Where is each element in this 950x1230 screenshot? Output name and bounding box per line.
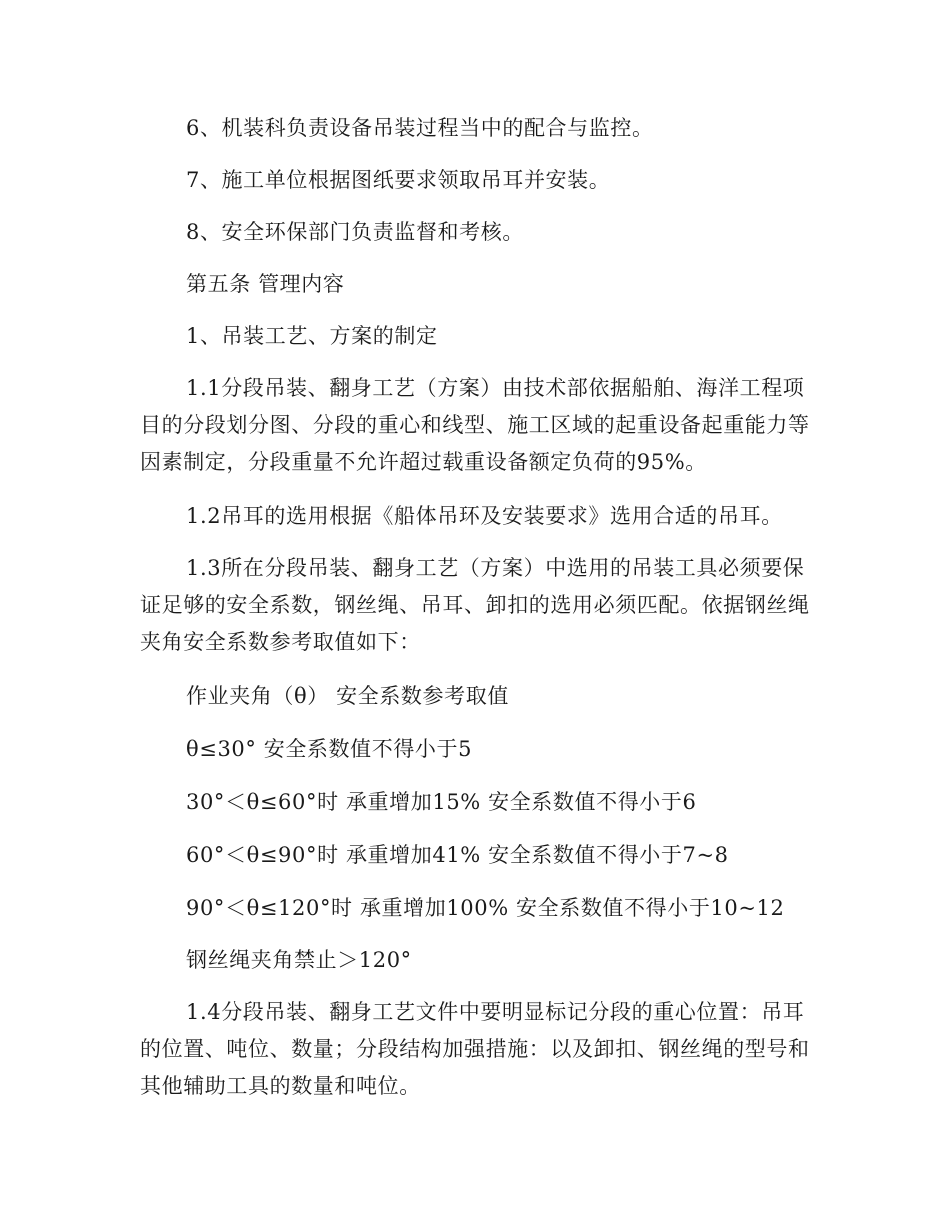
angle-row-3: 60°＜θ≤90°时 承重增加41% 安全系数值不得小于7~8	[186, 843, 729, 867]
angle-row-4: 90°＜θ≤120°时 承重增加100% 安全系数值不得小于10~12	[186, 896, 785, 920]
paragraph-item-6: 6、机装科负责设备吊装过程当中的配合与监控。	[186, 116, 654, 140]
angle-limit-note: 钢丝绳夹角禁止＞120°	[186, 948, 412, 972]
paragraph-1-2: 1.2吊耳的选用根据《船体吊环及安装要求》选用合适的吊耳。	[186, 504, 783, 528]
paragraph-item-7: 7、施工单位根据图纸要求领取吊耳并安装。	[186, 168, 611, 192]
paragraph-1-3: 1.3所在分段吊装、翻身工艺（方案）中选用的吊装工具必须要保证足够的安全系数，钢丝绳、吊耳、卸扣的选用必须匹配。依据钢丝绳夹角安全系数参考取值如下：	[140, 556, 810, 654]
paragraph-1-1: 1.1分段吊装、翻身工艺（方案）由技术部依据船舶、海洋工程项目的分段划分图、分段的重心和线型、施工区域的起重设备起重能力等因素制定，分段重量不允许超过载重设备额定负荷的95%。	[140, 376, 810, 474]
angle-row-1: θ≤30° 安全系数值不得小于5	[186, 737, 473, 761]
angle-row-2: 30°＜θ≤60°时 承重增加15% 安全系数值不得小于6	[186, 790, 697, 814]
section-heading: 第五条 管理内容	[186, 272, 345, 296]
angle-table-header: 作业夹角（θ） 安全系数参考取值	[186, 684, 509, 708]
paragraph-item-8: 8、安全环保部门负责监督和考核。	[186, 220, 524, 244]
subsection-heading: 1、吊装工艺、方案的制定	[186, 324, 438, 348]
paragraph-1-4: 1.4分段吊装、翻身工艺文件中要明显标记分段的重心位置：吊耳的位置、吨位、数量；分段结构加强措施：以及卸扣、钢丝绳的型号和其他辅助工具的数量和吨位。	[140, 1000, 810, 1098]
